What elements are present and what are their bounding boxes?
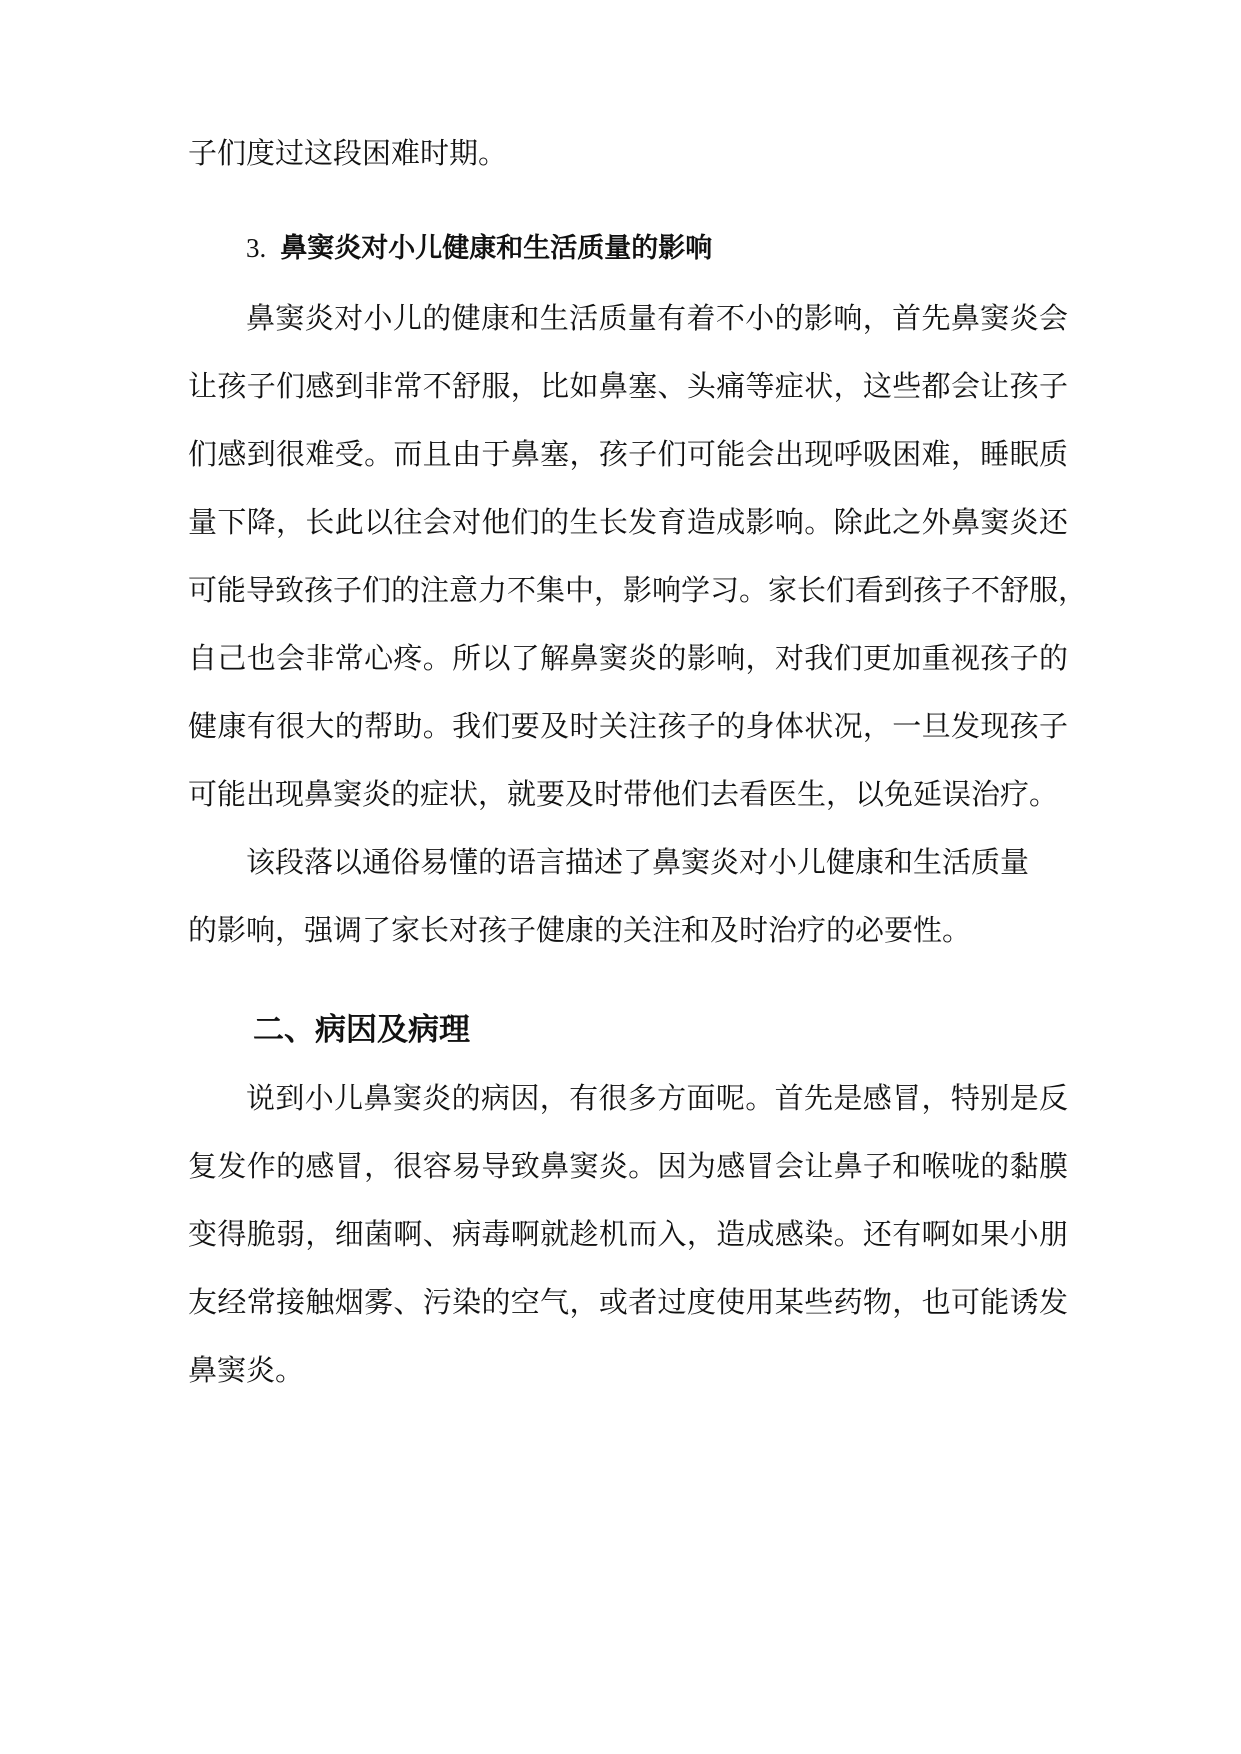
paragraph-line: 复发作的感冒，很容易导致鼻窦炎。因为感冒会让鼻子和喉咙的黏膜: [188, 1149, 1068, 1183]
paragraph-line: 自己也会非常心疼。所以了解鼻窦炎的影响，对我们更加重视孩子的: [188, 641, 1068, 675]
paragraph-line: 量下降，长此以往会对他们的生长发育造成影响。除此之外鼻窦炎还: [188, 505, 1068, 539]
paragraph-line: 让孩子们感到非常不舒服，比如鼻塞、头痛等症状，这些都会让孩子: [188, 369, 1068, 403]
paragraph-line: 子们度过这段困难时期。: [188, 136, 508, 170]
paragraph-line: 鼻窦炎。: [188, 1353, 305, 1387]
paragraph-line: 该段落以通俗易懂的语言描述了鼻窦炎对小儿健康和生活质量: [246, 845, 1030, 879]
paragraph-line: 健康有很大的帮助。我们要及时关注孩子的身体状况，一旦发现孩子: [188, 709, 1068, 743]
section-heading-2: 二、病因及病理: [253, 1012, 470, 1048]
paragraph-line: 变得脆弱，细菌啊、病毒啊就趁机而入，造成感染。还有啊如果小朋: [188, 1217, 1068, 1251]
paragraph-line: 说到小儿鼻窦炎的病因，有很多方面呢。首先是感冒，特别是反: [246, 1081, 1068, 1115]
section-title: 鼻窦炎对小儿健康和生活质量的影响: [280, 233, 713, 264]
paragraph-line: 友经常接触烟雾、污染的空气，或者过度使用某些药物，也可能诱发: [188, 1285, 1068, 1319]
section-number: 3.: [246, 233, 267, 263]
section-heading-3: [246, 228, 712, 269]
paragraph-line: 的影响，强调了家长对孩子健康的关注和及时治疗的必要性。: [188, 913, 972, 947]
paragraph-line: 可能出现鼻窦炎的症状，就要及时带他们去看医生，以免延误治疗。: [188, 777, 1059, 811]
paragraph-line: 鼻窦炎对小儿的健康和生活质量有着不小的影响，首先鼻窦炎会: [246, 301, 1068, 335]
paragraph-line: 们感到很难受。而且由于鼻塞，孩子们可能会出现呼吸困难，睡眠质: [188, 437, 1068, 471]
paragraph-line: 可能导致孩子们的注意力不集中，影响学习。家长们看到孩子不舒服，: [188, 573, 1088, 607]
